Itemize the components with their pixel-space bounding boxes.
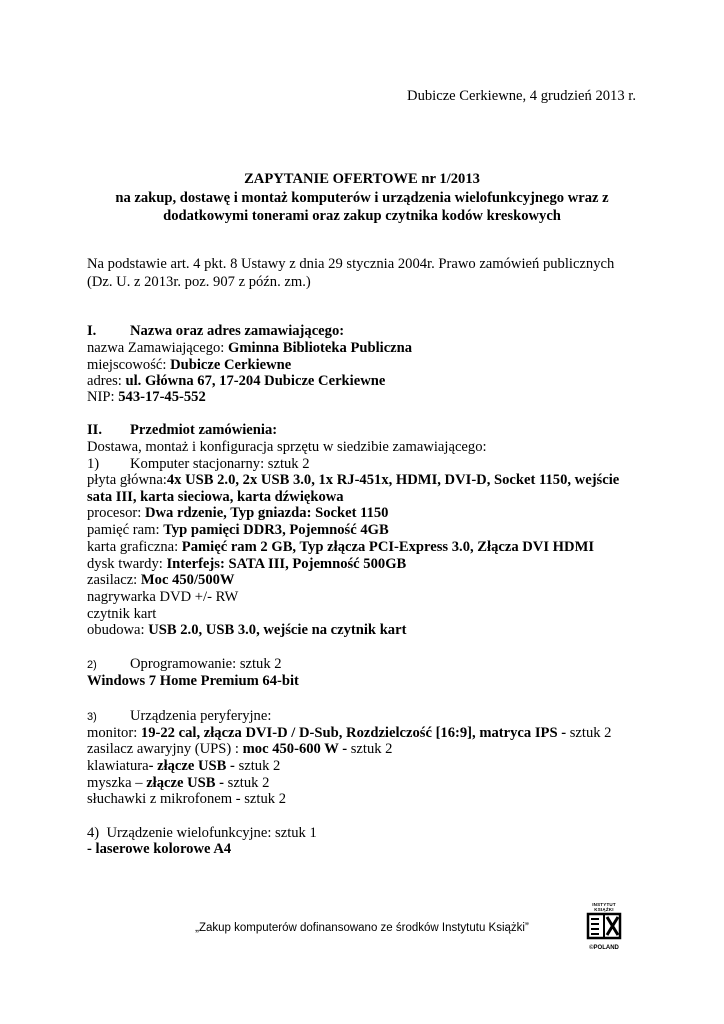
- motherboard-label: płyta główna:: [87, 472, 167, 488]
- section2-heading: [87, 422, 277, 439]
- software-row: [87, 673, 299, 690]
- ups-label: zasilacz awaryjny (UPS) :: [87, 741, 243, 757]
- contracting-name-label: nazwa Zamawiającego:: [87, 340, 228, 356]
- section2-number: II.: [87, 422, 103, 438]
- monitor-row: [87, 725, 611, 742]
- contracting-nip-value: 543-17-45-552: [118, 389, 206, 405]
- contracting-nip-label: NIP:: [87, 389, 119, 405]
- keyboard-label: klawiatura: [87, 758, 149, 774]
- cpu-value: Dwa rdzenie, Typ gniazda: Socket 1150: [144, 505, 389, 521]
- software-value: Windows 7 Home Premium 64-bit: [87, 673, 299, 689]
- logo-mark-icon: [586, 912, 622, 940]
- section1-heading: [87, 323, 344, 340]
- section2-intro: Dostawa, montaż i konfiguracja sprzętu w siedzibie zamawiającego:: [87, 439, 487, 455]
- contracting-name-row: [87, 340, 412, 357]
- motherboard-row-cont: [87, 489, 344, 506]
- cpu-label: procesor:: [87, 505, 145, 521]
- gpu-label: karta graficzna:: [87, 539, 182, 555]
- ram-value: Typ pamięci DDR3, Pojemność 4GB: [163, 522, 389, 538]
- hdd-row: [87, 556, 406, 573]
- item1-number: 1): [87, 456, 100, 472]
- document-title: ZAPYTANIE OFERTOWE nr 1/2013: [244, 171, 480, 187]
- monitor-label: monitor:: [87, 725, 141, 741]
- psu-label: zasilacz:: [87, 572, 141, 588]
- mouse-label: myszka –: [87, 775, 147, 791]
- document-subtitle-line2: dodatkowymi tonerami oraz zakup czytnika kodów kreskowych: [163, 208, 561, 224]
- item4-label: Urządzenie wielofunkcyjne: sztuk 1: [106, 825, 317, 841]
- legal-basis-line2: (Dz. U. z 2013r. poz. 907 z późn. zm.): [87, 274, 311, 290]
- item2-label: Oprogramowanie: sztuk 2: [130, 656, 282, 672]
- contracting-city-row: [87, 357, 291, 374]
- contracting-address-row: [87, 373, 385, 390]
- section1-number: I.: [87, 323, 97, 339]
- monitor-qty: sztuk 2: [566, 725, 612, 741]
- contracting-city-value: Dubicze Cerkiewne: [170, 357, 292, 373]
- item1-label: Komputer stacjonarny: sztuk 2: [130, 456, 310, 472]
- item2-heading: [87, 656, 282, 674]
- item3-number: 3): [87, 711, 97, 723]
- ram-row: [87, 522, 389, 539]
- keyboard-value: - złącze USB -: [148, 758, 235, 774]
- cpu-row: [87, 505, 388, 522]
- monitor-value: 19-22 cal, złącza DVI-D / D-Sub, Rozdzielczość [16:9], matryca IPS -: [140, 725, 567, 741]
- case-value: USB 2.0, USB 3.0, wejście na czytnik kart: [148, 622, 407, 638]
- footer-note: „Zakup komputerów dofinansowano ze środków Instytutu Książki”: [195, 922, 529, 934]
- contracting-city-label: miejscowość:: [87, 357, 171, 373]
- ups-row: [87, 741, 392, 758]
- mfp-row: [87, 841, 231, 858]
- item4-number: 4): [87, 825, 100, 841]
- dvd-row: nagrywarka DVD +/- RW: [87, 589, 239, 605]
- item2-number: 2): [87, 659, 97, 671]
- mouse-qty: sztuk 2: [224, 775, 270, 791]
- ups-value: moc 450-600 W -: [242, 741, 348, 757]
- gpu-value: Pamięć ram 2 GB, Typ złącza PCI-Express 3.0, Złącza DVI HDMI: [181, 539, 595, 555]
- logo-top-text: INSTYTUT KSIĄŻKI: [592, 902, 616, 912]
- hdd-value: Interfejs: SATA III, Pojemność 500GB: [166, 556, 407, 572]
- ups-qty: sztuk 2: [347, 741, 393, 757]
- item4-heading: [87, 825, 317, 842]
- case-label: obudowa:: [87, 622, 149, 638]
- gpu-row: [87, 539, 594, 556]
- contracting-address-label: adres:: [87, 373, 126, 389]
- mouse-row: [87, 775, 269, 792]
- motherboard-value: 4x USB 2.0, 2x USB 3.0, 1x RJ-451x, HDMI, DVI-D, Socket 1150, wejście: [166, 472, 620, 488]
- contracting-name-value: Gminna Biblioteka Publiczna: [228, 340, 413, 356]
- item3-heading: [87, 708, 271, 726]
- legal-basis-line1: Na podstawie art. 4 pkt. 8 Ustawy z dnia 29 stycznia 2004r. Prawo zamówień publicznych: [87, 256, 615, 272]
- motherboard-row: [87, 472, 619, 489]
- motherboard-value-cont: sata III, karta sieciowa, karta dźwiękowa: [87, 489, 344, 505]
- section2-title: Przedmiot zamówienia:: [130, 422, 278, 438]
- date-line: Dubicze Cerkiewne, 4 grudzień 2013 r.: [407, 88, 636, 104]
- logo-bottom-text: ©POLAND: [589, 945, 619, 951]
- mouse-value: złącze USB -: [146, 775, 224, 791]
- keyboard-qty: sztuk 2: [234, 758, 281, 774]
- hdd-label: dysk twardy:: [87, 556, 167, 572]
- psu-value: Moc 450/500W: [140, 572, 235, 588]
- item1-heading: [87, 456, 310, 473]
- contracting-address-value: ul. Główna 67, 17-204 Dubicze Cerkiewne: [125, 373, 386, 389]
- section1-title: Nazwa oraz adres zamawiającego:: [130, 323, 345, 339]
- psu-row: [87, 572, 235, 589]
- item3-label: Urządzenia peryferyjne:: [130, 708, 272, 724]
- ram-label: pamięć ram:: [87, 522, 164, 538]
- card-reader-row: czytnik kart: [87, 606, 157, 622]
- document-subtitle-line1: na zakup, dostawę i montaż komputerów i urządzenia wielofunkcyjnego wraz z: [115, 190, 609, 206]
- headset-row: słuchawki z mikrofonem - sztuk 2: [87, 791, 286, 807]
- case-row: [87, 622, 406, 639]
- instytut-ksiazki-logo: [586, 902, 622, 951]
- keyboard-row: [87, 758, 280, 775]
- contracting-nip-row: [87, 389, 206, 406]
- mfp-value: - laserowe kolorowe A4: [87, 841, 232, 857]
